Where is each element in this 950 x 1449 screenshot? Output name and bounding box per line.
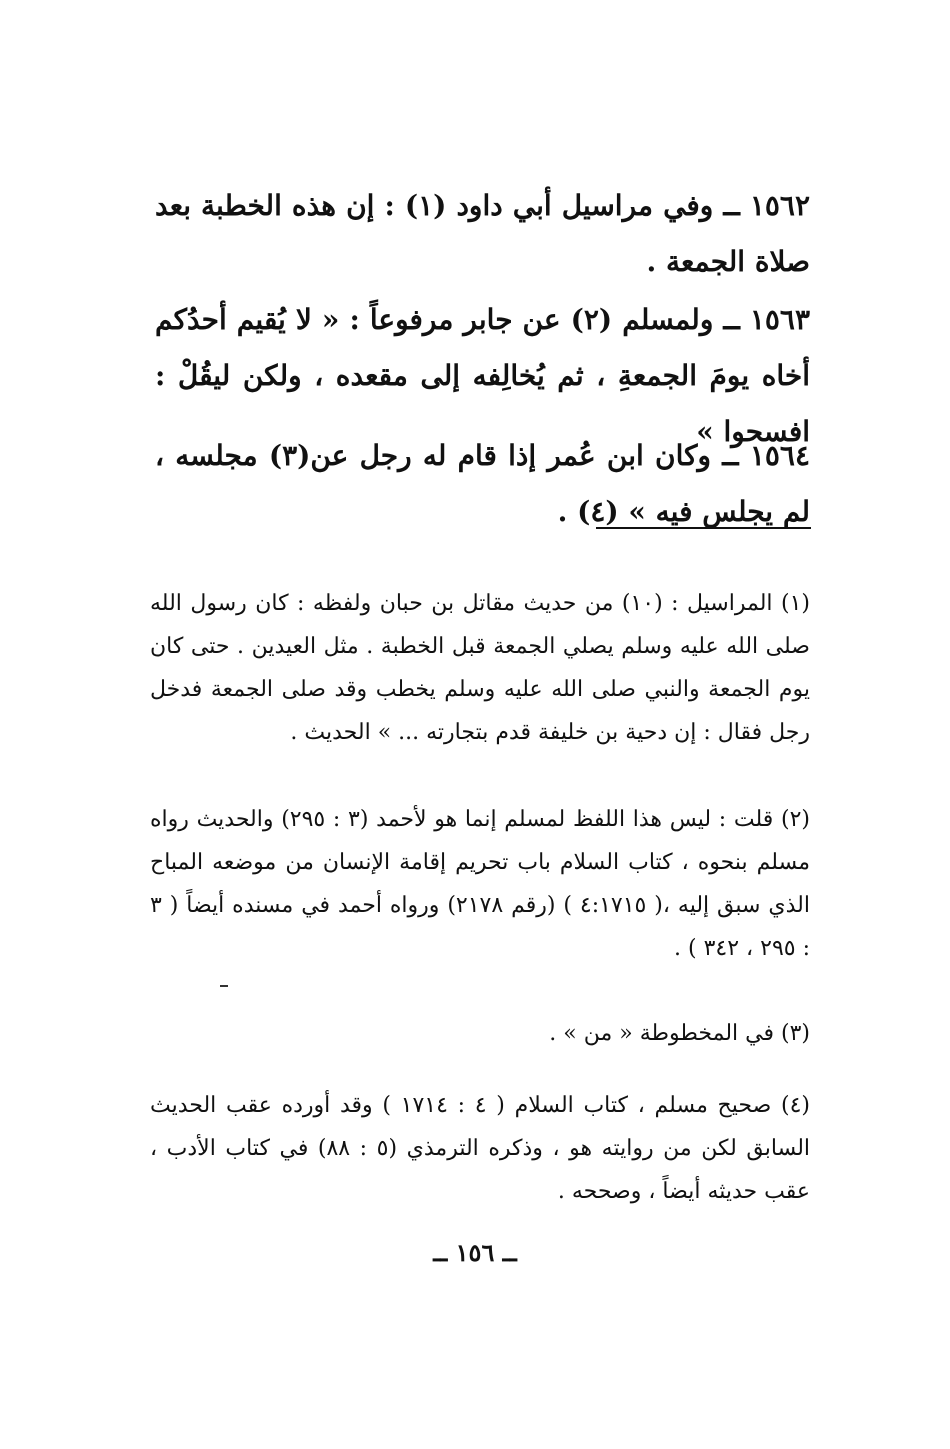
- ink-speck: [220, 985, 228, 987]
- footnote-separator: [596, 527, 811, 529]
- footnote-2: (٢) قلت : ليس هذا اللفظ لمسلم إنما هو لأحمد (٣ : ٢٩٥) والحديث رواه مسلم بنحوه ، كتاب السلام باب تحريم إقامة الإنسان من موضعه المباح الذي سبق إليه ،( ٤:١٧١٥ ) (رقم ٢١٧٨) ورواه أحمد في مسنده أيضاً ( ٣ : ٢٩٥ ، ٣٤٢ ) .: [150, 807, 811, 961]
- footnote-4: (٤) صحيح مسلم ، كتاب السلام ( ٤ : ١٧١٤ ) وقد أورده عقب الحديث السابق لكن من روايته هو ، وذكره الترمذي (٥ : ٨٨) في كتاب الأدب ، عقب حديثه أيضاً ، وصححه .: [150, 1093, 811, 1204]
- footnote-3: (٣) في المخطوطة « من » .: [549, 1021, 810, 1046]
- footnote-1: (١) المراسيل : (١٠) من حديث مقاتل بن حبان ولفظه : كان رسول الله صلى الله عليه وسلم يصلي الجمعة قبل الخطبة . مثل العيدين . حتى كان يوم الجمعة والنبي صلى الله عليه وسلم يخطب وقد صلى الجمعة فدخل رجل فقال : إن دحية بن خليفة قدم بتجارته ... » الحديث .: [150, 591, 810, 745]
- entry-1564: ١٥٦٤ ــ وكان ابن عُمر إذا قام له رجل عن(٣) مجلسه ، لم يجلس فيه » (٤) .: [155, 439, 810, 528]
- entry-1563: ١٥٦٣ ــ ولمسلم (٢) عن جابر مرفوعاً : « لا يُقيم أحدُكم أخاه يومَ الجمعةِ ، ثم يُخالِفه إلى مقعده ، ولكن ليقُلْ : افسحوا »: [155, 303, 810, 448]
- entry-1562: ١٥٦٢ ــ وفي مراسيل أبي داود (١) : إن هذه الخطبة بعد صلاة الجمعة .: [155, 189, 810, 278]
- page-number: ــ ١٥٦ ــ: [433, 1238, 517, 1267]
